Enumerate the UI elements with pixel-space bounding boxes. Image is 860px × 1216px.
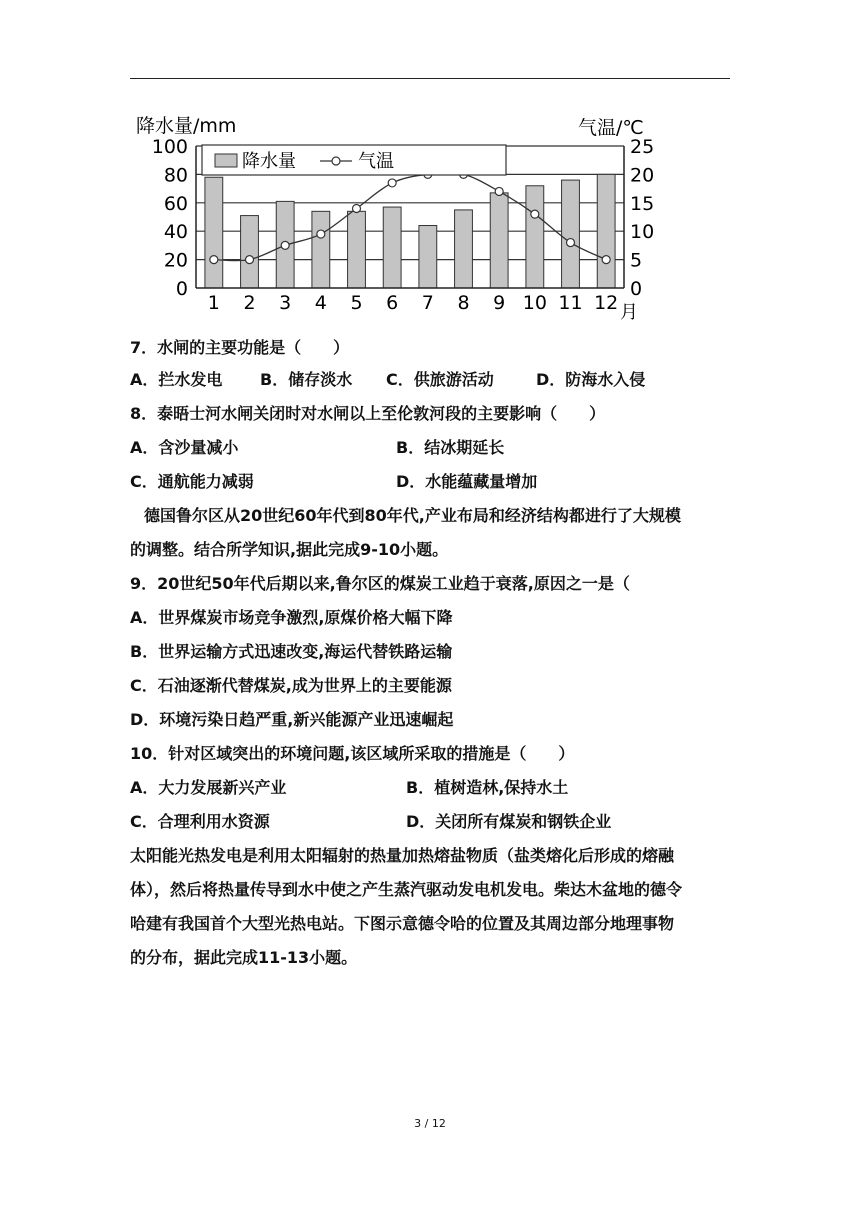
header-rule [130, 78, 730, 79]
left-tick-label: 40 [163, 221, 188, 244]
q9-option-d[interactable]: D．环境污染日趋严重,新兴能源产业迅速崛起 [130, 710, 454, 729]
month-tick-label: 9 [493, 292, 506, 314]
temperature-point [317, 230, 325, 238]
climate-chart [130, 108, 655, 328]
left-tick-label: 80 [163, 164, 188, 187]
q8-option-b[interactable]: B．结冰期延长 [396, 438, 505, 457]
q8-option-a[interactable]: A．含沙量减小 [130, 438, 239, 457]
legend-bar-swatch [215, 154, 237, 167]
q8-option-d[interactable]: D．水能蕴藏量增加 [396, 472, 538, 491]
right-tick-label: 0 [630, 278, 643, 300]
legend-line-label: 气温 [358, 151, 394, 172]
left-tick-label: 0 [175, 278, 188, 300]
left-tick-label: 20 [163, 249, 188, 272]
precip-bar [205, 177, 223, 288]
month-tick-label: 1 [207, 292, 220, 314]
month-tick-label: 7 [421, 292, 434, 314]
precip-bar [241, 216, 259, 288]
precip-bar [312, 211, 330, 288]
left-tick-label: 60 [163, 192, 188, 215]
precip-bar [490, 193, 508, 288]
precip-bar [526, 186, 544, 288]
legend-marker [332, 157, 340, 165]
q7-option-c[interactable]: C．供旅游活动 [386, 370, 494, 389]
temperature-point [210, 256, 218, 264]
temperature-point [353, 204, 361, 212]
month-tick-label: 5 [350, 292, 363, 314]
q10-option-c[interactable]: C．合理利用水资源 [130, 812, 270, 831]
temperature-point [531, 210, 539, 218]
month-tick-label: 11 [558, 292, 583, 314]
q10-option-b[interactable]: B．植树造林,保持水土 [406, 778, 569, 797]
precip-bar [348, 211, 366, 288]
temperature-point [567, 239, 575, 247]
q7-option-b[interactable]: B．储存淡水 [260, 370, 353, 389]
intro3-line4: 的分布，据此完成11-13小题。 [130, 948, 358, 967]
left-axis-title: 降水量/mm [136, 115, 237, 137]
precip-bar [383, 207, 401, 288]
precip-bar [597, 174, 615, 288]
intro3-line2: 体），然后将热量传导到水中使之产生蒸汽驱动发电机发电。柴达木盆地的德令 [130, 880, 683, 899]
month-tick-label: 10 [522, 292, 547, 314]
right-tick-label: 20 [630, 164, 655, 187]
right-tick-label: 25 [630, 136, 655, 158]
right-tick-label: 10 [630, 221, 655, 244]
precip-bar [562, 180, 580, 288]
month-tick-label: 3 [279, 292, 292, 314]
temperature-line [214, 173, 606, 261]
temperature-point [602, 256, 610, 264]
q7-stem: 7．水闸的主要功能是（ ） [130, 338, 350, 357]
temperature-point [388, 179, 396, 187]
right-tick-label: 5 [630, 249, 643, 272]
q8-stem: 8．泰晤士河水闸关闭时对水闸以上至伦敦河段的主要影响（ ） [130, 404, 606, 423]
page-number: 3 / 12 [414, 1117, 446, 1130]
legend-bar-label: 降水量 [242, 151, 296, 172]
q10-option-a[interactable]: A．大力发展新兴产业 [130, 778, 287, 797]
q8-option-c[interactable]: C．通航能力减弱 [130, 472, 254, 491]
intro3-line1: 太阳能光热发电是利用太阳辐射的热量加热熔盐物质（盐类熔化后形成的熔融 [130, 846, 675, 865]
month-tick-label: 12 [594, 292, 619, 314]
intro2-line2: 的调整。结合所学知识,据此完成9-10小题。 [130, 540, 449, 559]
precip-bar [419, 226, 437, 288]
right-axis-title: 气温/℃ [578, 117, 644, 139]
right-tick-label: 15 [630, 192, 655, 215]
q7-option-d[interactable]: D．防海水入侵 [536, 370, 646, 389]
temperature-point [246, 256, 254, 264]
q9-stem: 9．20世纪50年代后期以来,鲁尔区的煤炭工业趋于衰落,原因之一是（ [130, 574, 630, 593]
month-tick-label: 8 [457, 292, 470, 314]
temperature-point [495, 187, 503, 195]
q9-option-b[interactable]: B．世界运输方式迅速改变,海运代替铁路运输 [130, 642, 453, 661]
temperature-point [281, 241, 289, 249]
month-tick-label: 6 [386, 292, 399, 314]
precip-bar [455, 210, 473, 288]
q10-stem: 10．针对区域突出的环境问题,该区域所采取的措施是（ ） [130, 744, 575, 763]
intro2-line1: 德国鲁尔区从20世纪60年代到80年代,产业布局和经济结构都进行了大规模 [144, 506, 681, 525]
month-tick-label: 2 [243, 292, 256, 314]
chart-legend [202, 145, 506, 175]
left-tick-label: 100 [151, 136, 188, 158]
intro3-line3: 哈建有我国首个大型光热电站。下图示意德令哈的位置及其周边部分地理事物 [130, 914, 675, 933]
month-tick-label: 4 [314, 292, 327, 314]
q10-option-d[interactable]: D．关闭所有煤炭和钢铁企业 [406, 812, 612, 831]
q9-option-a[interactable]: A．世界煤炭市场竞争激烈,原煤价格大幅下降 [130, 608, 453, 627]
month-unit-label: 月 [620, 302, 638, 323]
q9-option-c[interactable]: C．石油逐渐代替煤炭,成为世界上的主要能源 [130, 676, 452, 695]
q7-option-a[interactable]: A．拦水发电 [130, 370, 223, 389]
